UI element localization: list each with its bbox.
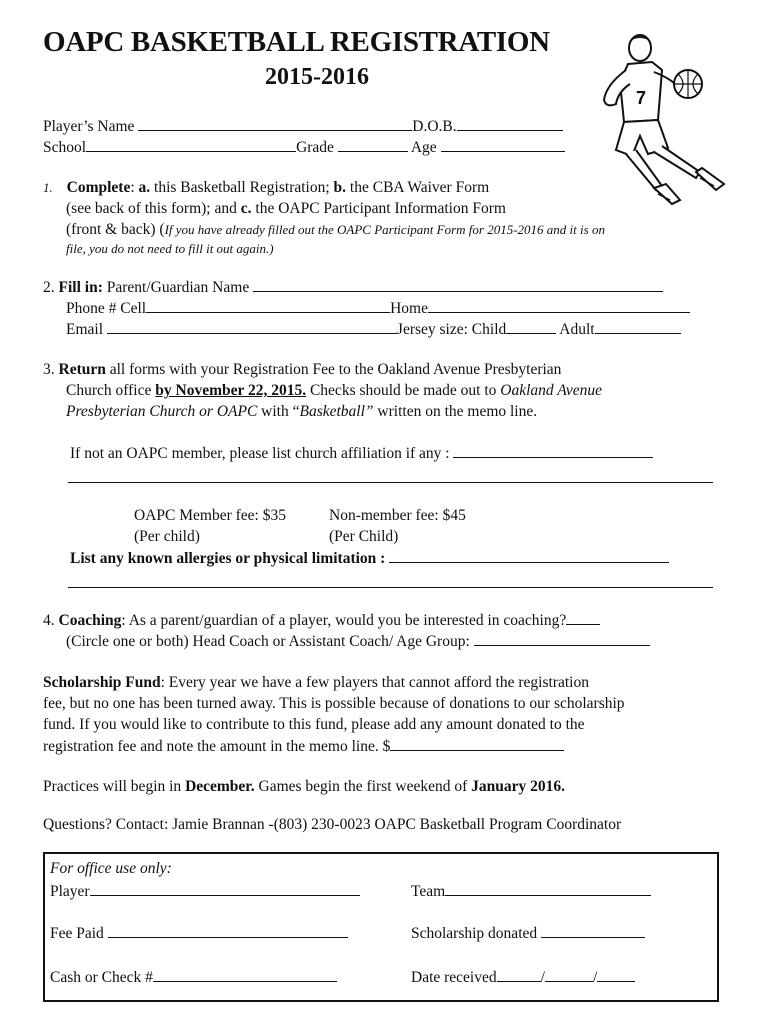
age-field[interactable] — [441, 138, 565, 152]
coach-type-text: (Circle one or both) Head Coach or Assistant Coach/ Age Group: — [66, 633, 470, 650]
parent-name-field[interactable] — [253, 278, 663, 292]
scholarship-line4 — [43, 737, 564, 756]
home-phone-field[interactable] — [428, 299, 690, 313]
jersey-adult-field[interactable] — [595, 320, 681, 334]
age-label: Age — [410, 139, 437, 156]
grade-label: Grade — [296, 139, 334, 156]
home-phone-label: Home — [390, 300, 428, 317]
date-day-field[interactable] — [545, 968, 593, 982]
participant-form-note-2: file, you do not need to fill it out again.) — [66, 241, 274, 256]
cell-phone-field[interactable] — [146, 299, 390, 313]
coaching-text: : As a parent/guardian of a player, would you be interested in coaching? — [121, 612, 567, 629]
school-row — [43, 138, 565, 157]
memo-word: Basketball” — [299, 403, 374, 420]
deadline: by November 22, 2015. — [155, 382, 307, 399]
allergies-row — [70, 549, 669, 568]
affiliation-label: If not an OAPC member, please list church affiliation if any : — [70, 445, 450, 462]
section3-line2 — [66, 382, 602, 400]
section1-line3-pre: (front & back) ( — [66, 221, 165, 238]
basketball-player-icon — [596, 30, 728, 214]
jersey-adult-label: Adult — [559, 321, 595, 338]
date-received-label: Date received — [411, 969, 497, 986]
fill-in-label: Fill in: — [58, 279, 103, 296]
parent-name-label: Parent/Guardian Name — [106, 279, 250, 296]
member-fee-per-child: (Per child) — [134, 528, 200, 545]
date-received-row — [411, 968, 635, 987]
questions-contact: Questions? Contact: Jamie Brannan -(803) 230-0023 OAPC Basketball Program Coordinator — [43, 816, 622, 833]
office-player-field[interactable] — [90, 882, 360, 896]
practices-pre: Practices will begin in — [43, 778, 182, 795]
complete-label: Complete — [66, 179, 131, 196]
practices-month: December. — [185, 778, 255, 795]
age-group-field[interactable] — [474, 632, 650, 646]
item-b-text: the CBA Waiver Form — [349, 179, 490, 196]
memo-rest: written on the memo line. — [377, 403, 538, 420]
section2-number: 2. — [43, 279, 55, 296]
section4-line2 — [66, 632, 650, 651]
date-separator: / — [592, 969, 598, 986]
scholarship-donated-row — [411, 924, 645, 943]
jersey-child-label: Jersey size: Child — [396, 321, 507, 338]
email-field[interactable] — [107, 320, 397, 334]
coaching-label: Coaching — [58, 612, 122, 629]
affiliation-field-line2[interactable] — [68, 469, 713, 483]
nonmember-fee-per-child: (Per Child) — [329, 528, 399, 545]
date-month-field[interactable] — [497, 968, 541, 982]
payee-line2: Presbyterian Church or OAPC — [66, 403, 258, 420]
phone-row — [66, 299, 690, 318]
allergies-field[interactable] — [389, 549, 669, 563]
office-team-row — [411, 882, 651, 901]
player-name-row — [43, 117, 563, 136]
jersey-child-field[interactable] — [506, 320, 556, 334]
item-b-label: b. — [333, 179, 347, 196]
section3-line2-pre: Church office — [66, 382, 152, 399]
scholarship-line4-text: registration fee and note the amount in the memo line. $ — [43, 738, 391, 755]
member-fee: OAPC Member fee: $35 — [134, 507, 286, 524]
section1-line2-post: the OAPC Participant Information Form — [255, 200, 506, 217]
office-use-heading: For office use only: — [50, 860, 172, 877]
coaching-answer-field[interactable] — [566, 611, 600, 625]
section1-line1 — [43, 179, 489, 197]
section3-number: 3. — [43, 361, 55, 378]
participant-form-note: If you have already filled out the OAPC Participant Form for 2015-2016 and it is on — [164, 222, 605, 237]
nonmember-fee: Non-member fee: $45 — [329, 507, 466, 524]
dob-label: D.O.B. — [412, 118, 457, 135]
return-label: Return — [58, 361, 106, 378]
scholarship-line1-text: : Every year we have a few players that cannot afford the registration — [160, 674, 589, 691]
date-separator: / — [540, 969, 545, 986]
section4-line1 — [43, 611, 600, 630]
section3-line1-text: all forms with your Registration Fee to the Oakland Avenue Presbyterian — [109, 361, 562, 378]
scholarship-line3: fund. If you would like to contribute to this fund, please add any amount donated to the — [43, 716, 585, 733]
allergies-field-line2[interactable] — [68, 574, 713, 588]
section3-line3 — [66, 403, 537, 421]
section1-number: 1. — [43, 180, 53, 195]
cash-check-row — [50, 968, 337, 987]
colon: : — [130, 179, 135, 196]
scholarship-donated-field[interactable] — [541, 924, 645, 938]
section3-line1 — [43, 361, 561, 379]
scholarship-line1 — [43, 674, 589, 692]
office-team-label: Team — [411, 883, 446, 900]
section2-line1 — [43, 278, 663, 297]
player-name-label: Player’s Name — [43, 118, 135, 135]
section4-number: 4. — [43, 612, 55, 629]
check-number-field[interactable] — [153, 968, 337, 982]
games-start-date: January 2016. — [471, 778, 566, 795]
practices-line — [43, 778, 565, 796]
player-name-field[interactable] — [138, 117, 412, 131]
dob-field[interactable] — [457, 117, 563, 131]
donation-amount-field[interactable] — [390, 737, 564, 751]
email-label: Email — [66, 321, 104, 338]
jersey-number: 7 — [636, 88, 647, 108]
school-label: School — [43, 139, 87, 156]
office-player-row — [50, 882, 360, 901]
scholarship-label: Scholarship Fund — [43, 674, 161, 691]
item-c-label: c. — [240, 200, 252, 217]
affiliation-row — [70, 444, 653, 463]
fee-paid-field[interactable] — [108, 924, 348, 938]
page-title: OAPC BASKETBALL REGISTRATION — [43, 26, 550, 58]
fee-paid-label: Fee Paid — [50, 925, 104, 942]
practices-mid: Games begin the first weekend of — [258, 778, 468, 795]
section1-line2 — [66, 200, 506, 218]
date-year-field[interactable] — [597, 968, 635, 982]
grade-field[interactable] — [338, 138, 408, 152]
section3-line2-post: Checks should be made out to — [309, 382, 497, 399]
section1-line2-pre: (see back of this form); and — [66, 200, 237, 217]
office-player-label: Player — [50, 883, 90, 900]
email-row — [66, 320, 681, 339]
item-a-text: this Basketball Registration; — [154, 179, 330, 196]
section1-line3 — [66, 221, 605, 239]
cell-phone-label: Phone # Cell — [66, 300, 147, 317]
season-year: 2015-2016 — [265, 64, 369, 90]
school-field[interactable] — [86, 138, 296, 152]
payee-line1: Oakland Avenue — [500, 382, 602, 399]
scholarship-donated-label: Scholarship donated — [411, 925, 538, 942]
scholarship-line2: fee, but no one has been turned away. This is possible because of donations to our scholarship — [43, 695, 625, 712]
office-use-box — [43, 852, 719, 1002]
office-team-field[interactable] — [445, 882, 651, 896]
affiliation-field[interactable] — [453, 444, 653, 458]
fee-paid-row — [50, 924, 348, 943]
cash-check-label: Cash or Check # — [50, 969, 153, 986]
item-a-label: a. — [138, 179, 151, 196]
with-text: with “ — [261, 403, 300, 420]
allergies-label: List any known allergies or physical limitation : — [70, 550, 386, 567]
